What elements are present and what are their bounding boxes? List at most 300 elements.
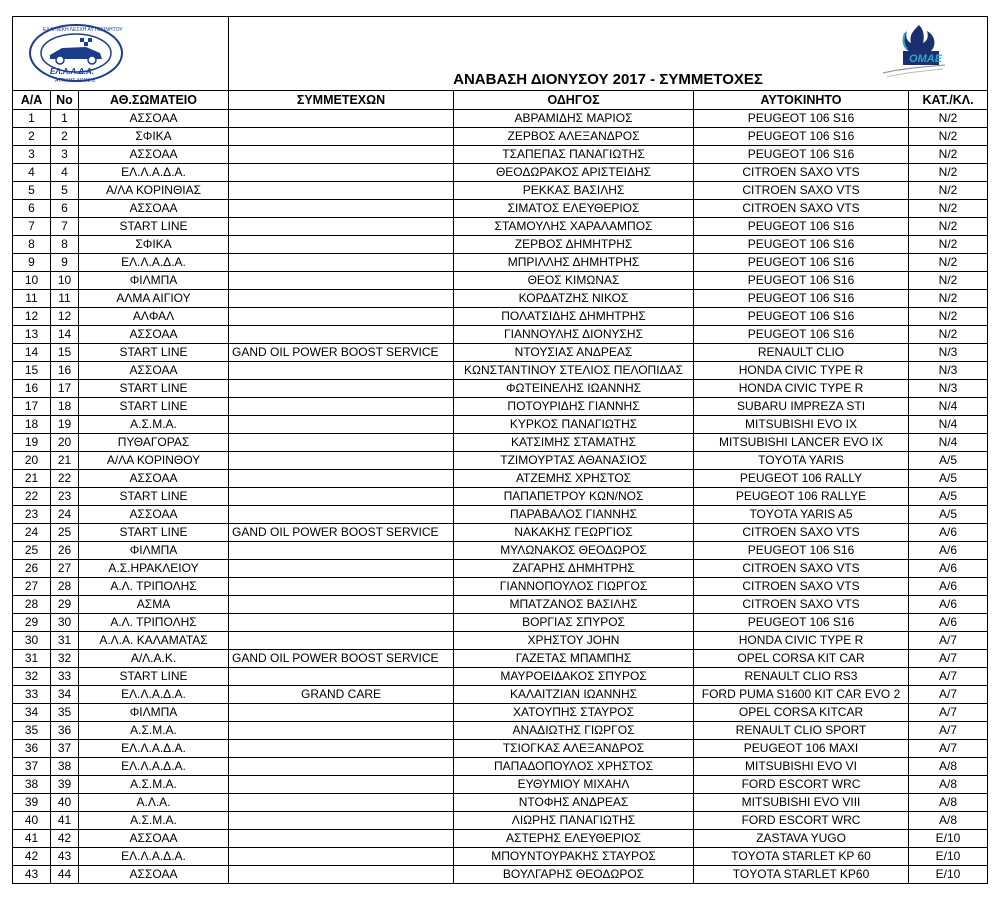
row-entrant (229, 290, 454, 308)
row-driver: ΓΙΑΝΝΟΥΛΗΣ ΔΙΟΝΥΣΗΣ (454, 326, 694, 344)
row-driver: ΕΥΘΥΜΙΟΥ ΜΙΧΑΗΛ (454, 776, 694, 794)
row-car: HONDA CIVIC TYPE R (694, 380, 909, 398)
row-car: PEUGEOT 106 MAXI (694, 740, 909, 758)
row-class: A/5 (909, 470, 988, 488)
row-car: PEUGEOT 106 S16 (694, 272, 909, 290)
row-club: Α.Λ.Α. ΚΑΛΑΜΑΤΑΣ (79, 632, 229, 650)
row-aa: 35 (13, 722, 51, 740)
row-aa: 9 (13, 254, 51, 272)
row-entrant (229, 488, 454, 506)
row-class: N/2 (909, 236, 988, 254)
row-class: A/6 (909, 614, 988, 632)
row-car: FORD PUMA S1600 KIT CAR EVO 2 (694, 686, 909, 704)
row-driver: ΜΠΡΙΛΛΗΣ ΔΗΜΗΤΡΗΣ (454, 254, 694, 272)
row-driver: ΓΙΑΝΝΟΠΟΥΛΟΣ ΓΙΩΡΓΟΣ (454, 578, 694, 596)
row-aa: 3 (13, 146, 51, 164)
row-club: ΑΣΣΟΑΑ (79, 200, 229, 218)
row-car: CITROEN SAXO VTS (694, 524, 909, 542)
row-class: N/2 (909, 200, 988, 218)
row-driver: ΖΑΓΑΡΗΣ ΔΗΜΗΤΡΗΣ (454, 560, 694, 578)
row-car: PEUGEOT 106 S16 (694, 326, 909, 344)
entry-list-sheet (12, 16, 987, 884)
row-driver: ΜΥΛΩΝΑΚΟΣ ΘΕΟΔΩΡΟΣ (454, 542, 694, 560)
row-aa: 16 (13, 380, 51, 398)
row-class: A/7 (909, 722, 988, 740)
row-aa: 37 (13, 758, 51, 776)
row-car: HONDA CIVIC TYPE R (694, 632, 909, 650)
table-row (13, 470, 988, 488)
row-class: A/5 (909, 452, 988, 470)
row-club: START LINE (79, 668, 229, 686)
table-row (13, 794, 988, 812)
row-aa: 1 (13, 110, 51, 128)
column-header-row (13, 91, 988, 110)
row-club: Α/ΛΑ ΚΟΡΙΝΘΙΑΣ (79, 182, 229, 200)
row-class: N/2 (909, 164, 988, 182)
row-driver: ΜΠΟΥΝΤΟΥΡΑΚΗΣ ΣΤΑΥΡΟΣ (454, 848, 694, 866)
row-driver: ΣΤΑΜΟΥΛΗΣ ΧΑΡΑΛΑΜΠΟΣ (454, 218, 694, 236)
row-entrant (229, 722, 454, 740)
row-car: PEUGEOT 106 S16 (694, 110, 909, 128)
row-driver: ΑΤΖΕΜΗΣ ΧΡΗΣΤΟΣ (454, 470, 694, 488)
table-row (13, 668, 988, 686)
row-driver: ΑΝΑΔΙΩΤΗΣ ΓΙΩΡΓΟΣ (454, 722, 694, 740)
row-no: 41 (51, 812, 79, 830)
row-no: 16 (51, 362, 79, 380)
row-entrant (229, 146, 454, 164)
row-driver: ΝΤΟΥΣΙΑΣ ΑΝΔΡΕΑΣ (454, 344, 694, 362)
entries-body (13, 110, 988, 884)
row-entrant (229, 668, 454, 686)
row-no: 37 (51, 740, 79, 758)
table-row (13, 236, 988, 254)
row-aa: 10 (13, 272, 51, 290)
row-class: A/8 (909, 812, 988, 830)
row-driver: ΚΑΛΑΙΤΖΙΑΝ ΙΩΑΝΝΗΣ (454, 686, 694, 704)
row-car: CITROEN SAXO VTS (694, 200, 909, 218)
row-club: START LINE (79, 398, 229, 416)
row-entrant (229, 110, 454, 128)
row-club: ΕΛ.Λ.Α.Δ.Α. (79, 164, 229, 182)
row-aa: 28 (13, 596, 51, 614)
row-aa: 27 (13, 578, 51, 596)
row-aa: 38 (13, 776, 51, 794)
table-row (13, 380, 988, 398)
table-row (13, 848, 988, 866)
col-header-club: ΑΘ.ΣΩΜΑΤΕΙΟ (79, 91, 229, 110)
row-car: FORD ESCORT WRC (694, 776, 909, 794)
row-car: OPEL CORSA KITCAR (694, 704, 909, 722)
row-car: PEUGEOT 106 S16 (694, 308, 909, 326)
page-title: ΑΝΑΒΑΣΗ ΔΙΟΝΥΣΟΥ 2017 - ΣΥΜΜΕΤΟΧΕΣ (453, 71, 763, 88)
row-car: PEUGEOT 106 S16 (694, 290, 909, 308)
row-no: 35 (51, 704, 79, 722)
club-logo-bottom-text: ΑΤΤΙΚΗΣ ΑΙΓΙΝΗΣ (55, 78, 96, 84)
row-driver: ΚΑΤΣΙΜΗΣ ΣΤΑΜΑΤΗΣ (454, 434, 694, 452)
row-driver: ΝΑΚΑΚΗΣ ΓΕΩΡΓΙΟΣ (454, 524, 694, 542)
row-car: TOYOTA STARLET KP60 (694, 866, 909, 884)
table-row (13, 596, 988, 614)
table-row (13, 560, 988, 578)
row-driver: ΛΙΩΡΗΣ ΠΑΝΑΓΙΩΤΗΣ (454, 812, 694, 830)
row-club: ΑΣΣΟΑΑ (79, 326, 229, 344)
row-aa: 4 (13, 164, 51, 182)
row-aa: 32 (13, 668, 51, 686)
table-row (13, 704, 988, 722)
row-car: CITROEN SAXO VTS (694, 182, 909, 200)
row-club: Α/ΛΑ ΚΟΡΙΝΘΟΥ (79, 452, 229, 470)
col-header-no: Νο (51, 91, 79, 110)
row-class: N/2 (909, 146, 988, 164)
row-entrant (229, 218, 454, 236)
row-class: N/2 (909, 272, 988, 290)
row-club: ΣΦΙΚΑ (79, 236, 229, 254)
row-no: 18 (51, 398, 79, 416)
row-driver: ΒΟΥΛΓΑΡΗΣ ΘΕΟΔΩΡΟΣ (454, 866, 694, 884)
row-aa: 13 (13, 326, 51, 344)
row-driver: ΧΑΤΟΥΠΗΣ ΣΤΑΥΡΟΣ (454, 704, 694, 722)
row-driver: ΜΑΥΡΟΕΙΔΑΚΟΣ ΣΠΥΡΟΣ (454, 668, 694, 686)
row-car: PEUGEOT 106 S16 (694, 218, 909, 236)
row-car: MITSUBISHI LANCER EVO IX (694, 434, 909, 452)
row-driver: ΖΕΡΒΟΣ ΔΗΜΗΤΡΗΣ (454, 236, 694, 254)
row-entrant: GAND OIL POWER BOOST SERVICE (229, 344, 454, 362)
table-row (13, 578, 988, 596)
row-no: 8 (51, 236, 79, 254)
row-club: ΕΛ.Λ.Α.Δ.Α. (79, 758, 229, 776)
row-driver: ΑΣΤΕΡΗΣ ΕΛΕΥΘΕΡΙΟΣ (454, 830, 694, 848)
row-driver: ΘΕΟΣ ΚΙΜΩΝΑΣ (454, 272, 694, 290)
row-class: A/6 (909, 596, 988, 614)
row-driver: ΓΑΖΕΤΑΣ ΜΠΑΜΠΗΣ (454, 650, 694, 668)
entries-table (12, 16, 988, 884)
row-class: A/6 (909, 560, 988, 578)
row-aa: 6 (13, 200, 51, 218)
row-entrant (229, 254, 454, 272)
row-driver: ΠΟΛΑΤΣΙΔΗΣ ΔΗΜΗΤΡΗΣ (454, 308, 694, 326)
row-car: ZASTAVA YUGO (694, 830, 909, 848)
row-class: N/3 (909, 380, 988, 398)
row-entrant (229, 200, 454, 218)
table-row (13, 650, 988, 668)
table-row (13, 776, 988, 794)
row-class: N/3 (909, 344, 988, 362)
row-driver: ΚΟΡΔΑΤΖΗΣ ΝΙΚΟΣ (454, 290, 694, 308)
row-aa: 41 (13, 830, 51, 848)
row-entrant (229, 398, 454, 416)
table-row (13, 218, 988, 236)
row-no: 14 (51, 326, 79, 344)
table-row (13, 758, 988, 776)
row-aa: 39 (13, 794, 51, 812)
row-class: N/4 (909, 416, 988, 434)
row-no: 44 (51, 866, 79, 884)
row-club: ΑΛΦΑΛ (79, 308, 229, 326)
row-car: SUBARU IMPREZA STI (694, 398, 909, 416)
row-class: N/2 (909, 308, 988, 326)
table-row (13, 506, 988, 524)
table-row (13, 866, 988, 884)
row-aa: 23 (13, 506, 51, 524)
row-class: N/2 (909, 128, 988, 146)
row-class: N/2 (909, 110, 988, 128)
row-entrant (229, 182, 454, 200)
row-no: 40 (51, 794, 79, 812)
row-club: ΕΛ.Λ.Α.Δ.Α. (79, 254, 229, 272)
row-no: 15 (51, 344, 79, 362)
table-row (13, 740, 988, 758)
row-entrant (229, 614, 454, 632)
row-aa: 42 (13, 848, 51, 866)
row-car: RENAULT CLIO SPORT (694, 722, 909, 740)
row-club: ΕΛ.Λ.Α.Δ.Α. (79, 848, 229, 866)
row-entrant (229, 866, 454, 884)
row-aa: 8 (13, 236, 51, 254)
table-row (13, 434, 988, 452)
row-entrant (229, 128, 454, 146)
row-entrant (229, 830, 454, 848)
row-class: N/4 (909, 398, 988, 416)
col-header-aa: Α/Α (13, 91, 51, 110)
club-logo-ring-text: ΕΛΛΗΝΙΚΗ ΛΕΣΧΗ ΑΥΤΟΚΙΝΗΤΟΥ (43, 27, 123, 33)
row-aa: 14 (13, 344, 51, 362)
row-car: PEUGEOT 106 S16 (694, 254, 909, 272)
row-entrant (229, 506, 454, 524)
row-no: 11 (51, 290, 79, 308)
row-class: N/4 (909, 434, 988, 452)
row-driver: ΑΒΡΑΜΙΔΗΣ ΜΑΡΙΟΣ (454, 110, 694, 128)
table-row (13, 290, 988, 308)
row-entrant (229, 704, 454, 722)
row-driver: ΚΥΡΚΟΣ ΠΑΝΑΓΙΩΤΗΣ (454, 416, 694, 434)
row-aa: 40 (13, 812, 51, 830)
row-no: 20 (51, 434, 79, 452)
omae-logo-icon (879, 21, 949, 79)
row-no: 43 (51, 848, 79, 866)
row-club: ΑΣΣΟΑΑ (79, 470, 229, 488)
row-entrant (229, 542, 454, 560)
row-aa: 17 (13, 398, 51, 416)
row-club: Α/Λ.Α.Κ. (79, 650, 229, 668)
row-class: N/2 (909, 218, 988, 236)
row-no: 12 (51, 308, 79, 326)
row-entrant (229, 848, 454, 866)
row-entrant (229, 470, 454, 488)
table-row (13, 488, 988, 506)
table-row (13, 128, 988, 146)
row-club: START LINE (79, 344, 229, 362)
row-car: PEUGEOT 106 S16 (694, 236, 909, 254)
row-no: 42 (51, 830, 79, 848)
row-driver: ΖΕΡΒΟΣ ΑΛΕΞΑΝΔΡΟΣ (454, 128, 694, 146)
row-club: ΦΙΛΜΠΑ (79, 542, 229, 560)
row-no: 23 (51, 488, 79, 506)
row-club: ΦΙΛΜΠΑ (79, 272, 229, 290)
row-car: TOYOTA YARIS (694, 452, 909, 470)
table-row (13, 326, 988, 344)
row-aa: 36 (13, 740, 51, 758)
table-row (13, 416, 988, 434)
row-entrant (229, 308, 454, 326)
row-entrant (229, 434, 454, 452)
row-entrant (229, 416, 454, 434)
row-driver: ΚΩΝΣΤΑΝΤΙΝΟΥ ΣΤΕΛΙΟΣ ΠΕΛΟΠΙΔΑΣ (454, 362, 694, 380)
row-class: A/6 (909, 578, 988, 596)
row-club: START LINE (79, 380, 229, 398)
row-class: A/7 (909, 668, 988, 686)
row-aa: 24 (13, 524, 51, 542)
row-no: 39 (51, 776, 79, 794)
col-header-class: ΚΑΤ./ΚΛ. (909, 91, 988, 110)
row-class: A/5 (909, 506, 988, 524)
row-club: ΑΛΜΑ ΑΙΓΙΟΥ (79, 290, 229, 308)
table-row (13, 812, 988, 830)
row-entrant (229, 164, 454, 182)
row-aa: 21 (13, 470, 51, 488)
row-no: 17 (51, 380, 79, 398)
row-club: Α.Σ.Μ.Α. (79, 416, 229, 434)
row-no: 25 (51, 524, 79, 542)
table-row (13, 362, 988, 380)
row-no: 33 (51, 668, 79, 686)
row-driver: ΣΙΜΑΤΟΣ ΕΛΕΥΘΕΡΙΟΣ (454, 200, 694, 218)
row-entrant (229, 776, 454, 794)
row-car: HONDA CIVIC TYPE R (694, 362, 909, 380)
table-row (13, 614, 988, 632)
row-entrant (229, 596, 454, 614)
row-car: PEUGEOT 106 RALLYE (694, 488, 909, 506)
col-header-car: ΑΥΤΟΚΙΝΗΤΟ (694, 91, 909, 110)
row-aa: 11 (13, 290, 51, 308)
row-car: PEUGEOT 106 RALLY (694, 470, 909, 488)
row-entrant (229, 362, 454, 380)
table-row (13, 542, 988, 560)
row-class: E/10 (909, 866, 988, 884)
row-no: 6 (51, 200, 79, 218)
row-entrant: GRAND CARE (229, 686, 454, 704)
row-car: FORD ESCORT WRC (694, 812, 909, 830)
row-driver: ΠΑΠΑΔΟΠΟΥΛΟΣ ΧΡΗΣΤΟΣ (454, 758, 694, 776)
row-club: START LINE (79, 218, 229, 236)
row-entrant (229, 740, 454, 758)
row-aa: 34 (13, 704, 51, 722)
row-class: N/2 (909, 182, 988, 200)
row-class: E/10 (909, 830, 988, 848)
row-club: ΑΣΣΟΑΑ (79, 110, 229, 128)
table-row (13, 254, 988, 272)
row-no: 24 (51, 506, 79, 524)
row-entrant (229, 560, 454, 578)
row-club: ΣΦΙΚΑ (79, 128, 229, 146)
row-class: A/7 (909, 650, 988, 668)
row-aa: 25 (13, 542, 51, 560)
row-entrant (229, 812, 454, 830)
row-car: MITSUBISHI EVO VIII (694, 794, 909, 812)
col-header-entrant: ΣΥΜΜΕΤΕΧΩΝ (229, 91, 454, 110)
row-aa: 15 (13, 362, 51, 380)
row-car: OPEL CORSA KIT CAR (694, 650, 909, 668)
row-class: N/2 (909, 290, 988, 308)
row-entrant (229, 326, 454, 344)
row-no: 9 (51, 254, 79, 272)
row-class: A/8 (909, 758, 988, 776)
row-car: MITSUBISHI EVO IX (694, 416, 909, 434)
row-driver: ΠΟΤΟΥΡΙΔΗΣ ΓΙΑΝΝΗΣ (454, 398, 694, 416)
row-club: ΠΥΘΑΓΟΡΑΣ (79, 434, 229, 452)
row-club: Α.Λ.Α. (79, 794, 229, 812)
row-car: CITROEN SAXO VTS (694, 560, 909, 578)
row-driver: ΧΡΗΣΤΟΥ JOHN (454, 632, 694, 650)
row-class: N/2 (909, 326, 988, 344)
row-club: Α.Σ.ΗΡΑΚΛΕΙΟΥ (79, 560, 229, 578)
row-club: ΦΙΛΜΠΑ (79, 704, 229, 722)
row-no: 2 (51, 128, 79, 146)
row-club: START LINE (79, 488, 229, 506)
row-car: CITROEN SAXO VTS (694, 578, 909, 596)
table-row (13, 200, 988, 218)
row-car: PEUGEOT 106 S16 (694, 146, 909, 164)
row-class: A/6 (909, 524, 988, 542)
row-aa: 20 (13, 452, 51, 470)
row-aa: 7 (13, 218, 51, 236)
table-row (13, 632, 988, 650)
row-aa: 19 (13, 434, 51, 452)
row-class: A/6 (909, 542, 988, 560)
row-club: Α.Σ.Μ.Α. (79, 776, 229, 794)
table-row (13, 524, 988, 542)
row-driver: ΠΑΠΑΠΕΤΡΟΥ ΚΩΝ/ΝΟΣ (454, 488, 694, 506)
row-no: 27 (51, 560, 79, 578)
row-class: A/8 (909, 794, 988, 812)
row-aa: 31 (13, 650, 51, 668)
header-banner-row (13, 17, 988, 91)
table-row (13, 722, 988, 740)
row-no: 5 (51, 182, 79, 200)
row-aa: 2 (13, 128, 51, 146)
row-driver: ΤΖΙΜΟΥΡΤΑΣ ΑΘΑΝΑΣΙΟΣ (454, 452, 694, 470)
row-club: ΑΣΣΟΑΑ (79, 830, 229, 848)
row-aa: 33 (13, 686, 51, 704)
row-no: 19 (51, 416, 79, 434)
row-club: START LINE (79, 524, 229, 542)
row-car: MITSUBISHI EVO VI (694, 758, 909, 776)
row-aa: 18 (13, 416, 51, 434)
row-driver: ΜΠΑΤΖΑΝΟΣ ΒΑΣΙΛΗΣ (454, 596, 694, 614)
row-entrant (229, 632, 454, 650)
row-club: Α.Λ. ΤΡΙΠΟΛΗΣ (79, 578, 229, 596)
row-no: 30 (51, 614, 79, 632)
row-car: TOYOTA YARIS A5 (694, 506, 909, 524)
row-no: 1 (51, 110, 79, 128)
row-club: Α.Σ.Μ.Α. (79, 812, 229, 830)
row-driver: ΡΕΚΚΑΣ ΒΑΣΙΛΗΣ (454, 182, 694, 200)
table-row (13, 110, 988, 128)
row-car: PEUGEOT 106 S16 (694, 128, 909, 146)
row-no: 31 (51, 632, 79, 650)
row-driver: ΒΟΡΓΙΑΣ ΣΠΥΡΟΣ (454, 614, 694, 632)
row-car: RENAULT CLIO (694, 344, 909, 362)
table-row (13, 452, 988, 470)
row-class: N/3 (909, 362, 988, 380)
row-no: 4 (51, 164, 79, 182)
row-driver: ΦΩΤΕΙΝΕΛΗΣ ΙΩΑΝΝΗΣ (454, 380, 694, 398)
row-club: ΕΛ.Λ.Α.Δ.Α. (79, 740, 229, 758)
table-row (13, 164, 988, 182)
title-cell (229, 17, 988, 91)
row-no: 34 (51, 686, 79, 704)
row-car: TOYOTA STARLET KP 60 (694, 848, 909, 866)
row-car: PEUGEOT 106 S16 (694, 614, 909, 632)
